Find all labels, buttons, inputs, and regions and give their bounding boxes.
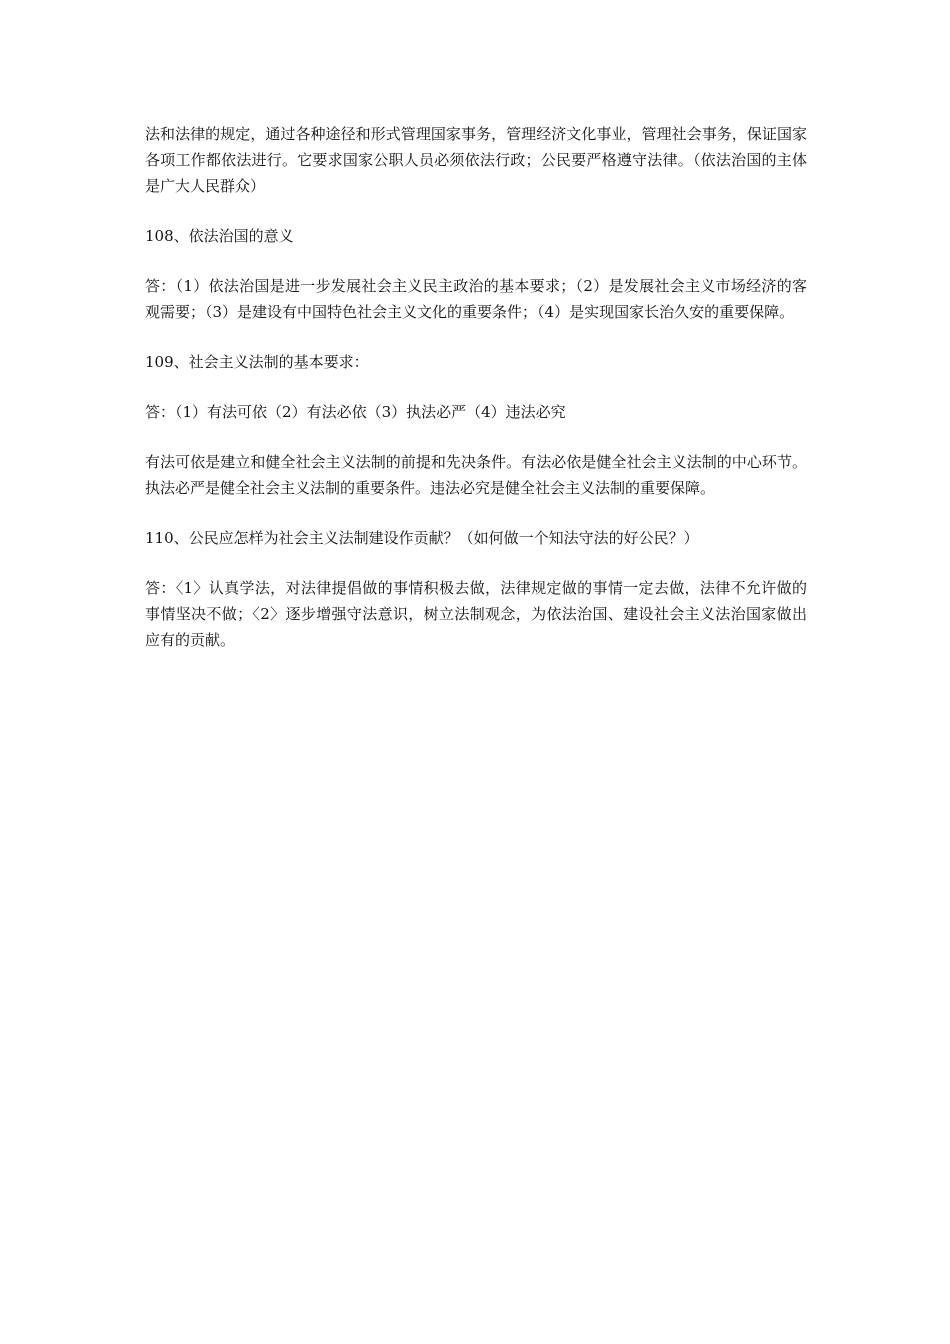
document-body [145,121,807,677]
paragraph-rule-of-law-definition: 法和法律的规定，通过各种途径和形式管理国家事务，管理经济文化事业，管理社会事务，保证国家各项工作都依法进行。它要求国家公职人员必须依法行政；公民要严格遵守法律。（依法治国的主体是广大人民群众） [145,125,807,195]
paragraph-109-explanation: 有法可依是建立和健全社会主义法制的前提和先决条件。有法必依是健全社会主义法制的中心环节。执法必严是健全社会主义法制的重要条件。违法必究是健全社会主义法制的重要保障。 [145,453,807,497]
answer-108: 答：（1）依法治国是进一步发展社会主义民主政治的基本要求；（2）是发展社会主义市场经济的客观需要；（3）是建设有中国特色社会主义文化的重要条件；（4）是实现国家长治久安的重要保障。 [145,277,807,321]
answer-110: 答：〈1〉认真学法，对法律提倡做的事情积极去做，法律规定做的事情一定去做，法律不允许做的事情坚决不做；〈2〉逐步增强守法意识，树立法制观念，为依法治国、建设社会主义法治国家做出应有的贡献。 [145,579,807,649]
answer-109: 答：（1）有法可依（2）有法必依（3）执法必严（4）违法必究 [145,403,566,421]
heading-109: 109、社会主义法制的基本要求： [145,353,369,371]
heading-110: 110、公民应怎样为社会主义法制建设作贡献？（如何做一个知法守法的好公民？） [145,529,699,547]
heading-108: 108、依法治国的意义 [145,227,294,245]
